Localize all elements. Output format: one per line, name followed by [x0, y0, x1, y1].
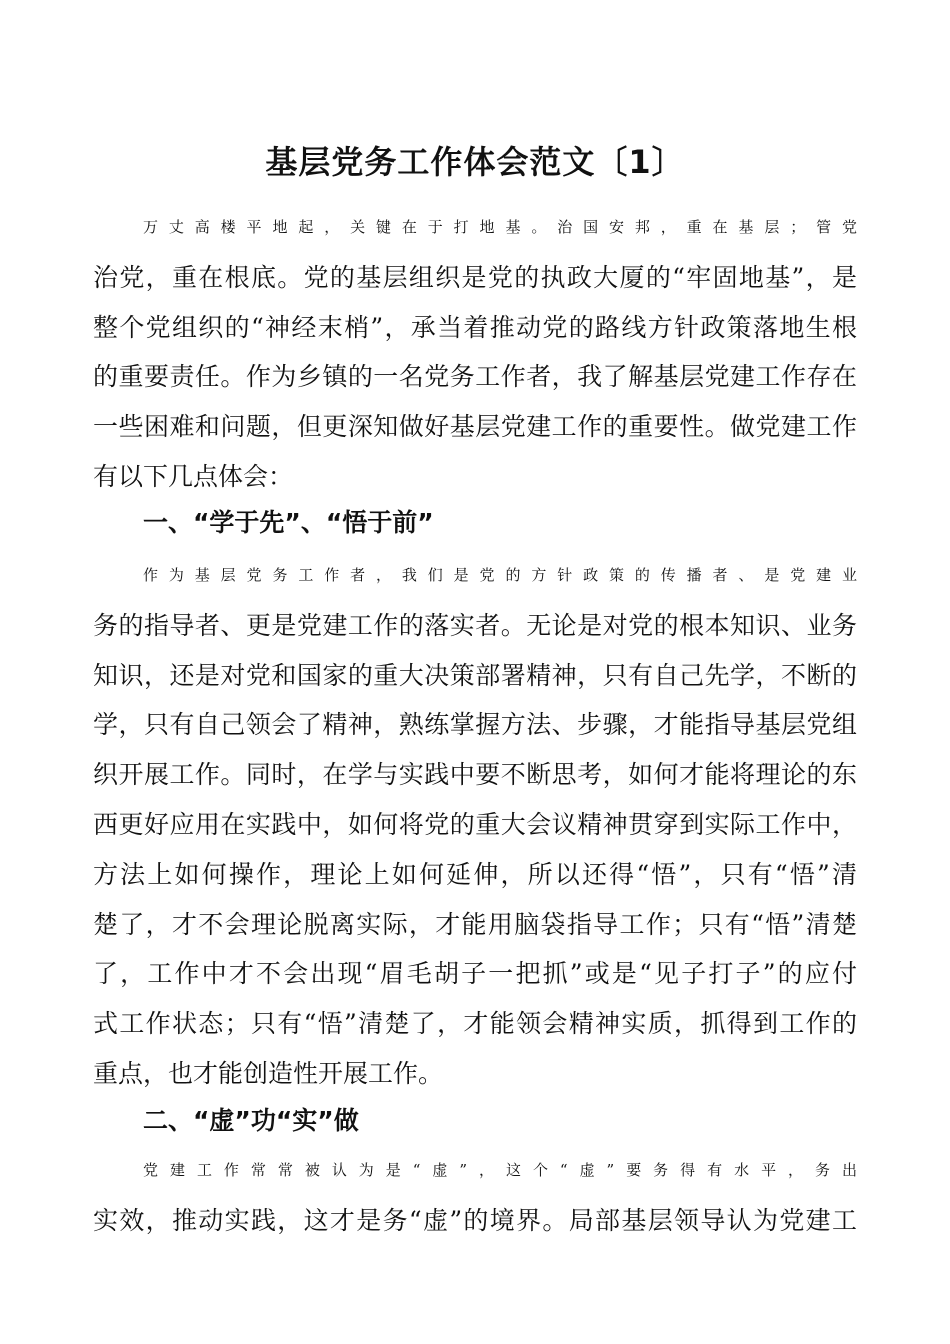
intro-line: 万丈高楼平地起，关键在于打地基。治国安邦，重在基层；管党 — [143, 218, 857, 236]
intro-line: 整个党组织的“神经末梢”，承当着推动党的路线方针政策落地生根 — [93, 312, 857, 342]
section1-paragraph — [93, 551, 857, 1099]
intro-line: 一些困难和问题，但更深知做好基层党建工作的重要性。做党建工作 — [93, 412, 857, 442]
section1-line: 楚了，才不会理论脱离实际，才能用脑袋指导工作；只有“悟”清楚 — [93, 909, 857, 939]
section1-line: 学，只有自己领会了精神，熟练掌握方法、步骤，才能指导基层党组 — [93, 710, 857, 740]
intro-paragraph — [93, 203, 857, 502]
section1-line: 式工作状态；只有“悟”清楚了，才能领会精神实质，抓得到工作的 — [93, 1009, 857, 1039]
intro-line: 治党，重在根底。党的基层组织是党的执政大厦的“牢固地基”，是 — [93, 262, 857, 292]
document-title: 基层党务工作体会范文〔1〕 — [265, 143, 685, 181]
section1-line: 知识，还是对党和国家的重大决策部署精神，只有自己先学，不断的 — [93, 660, 857, 690]
intro-line: 有以下几点体会： — [93, 461, 294, 491]
section1-line: 方法上如何操作，理论上如何延伸，所以还得“悟”，只有“悟”清 — [93, 859, 857, 889]
intro-line: 的重要责任。作为乡镇的一名党务工作者，我了解基层党建工作存在 — [93, 362, 857, 392]
section1-line: 作为基层党务工作者，我们是党的方针政策的传播者、是党建业 — [143, 566, 857, 584]
section1-line: 西更好应用在实践中，如何将党的重大会议精神贯穿到实际工作中， — [93, 809, 857, 839]
section2-line: 实效，推动实践，这才是务“虚”的境界。局部基层领导认为党建工 — [93, 1205, 857, 1235]
section1-line: 了，工作中才不会出现“眉毛胡子一把抓”或是“见子打子”的应付 — [93, 959, 857, 989]
section1-line: 织开展工作。同时，在学与实践中要不断思考，如何才能将理论的东 — [93, 760, 857, 790]
section2-line: 党建工作常常被认为是“虚”，这个“虚”要务得有水平，务出 — [143, 1161, 857, 1179]
section-heading-2: 二、“虚”功“实”做 — [143, 1106, 359, 1135]
section-heading-1: 一、“学于先”、“悟于前” — [143, 508, 434, 537]
section1-line: 务的指导者、更是党建工作的落实者。无论是对党的根本知识、业务 — [93, 610, 857, 640]
section1-line: 重点，也才能创造性开展工作。 — [93, 1058, 444, 1088]
section2-paragraph — [93, 1146, 857, 1246]
